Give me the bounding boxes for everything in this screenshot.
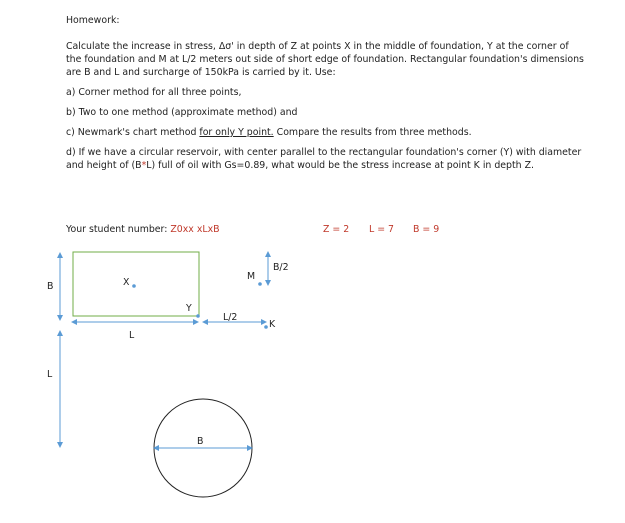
point-m-dot — [258, 282, 262, 286]
homework-title: Homework: — [66, 15, 120, 26]
label-m: M — [247, 271, 256, 282]
b-value: B = 9 — [413, 224, 440, 235]
point-x-dot — [132, 284, 136, 288]
item-d-star: * — [141, 160, 147, 171]
item-c-prefix: c) Newmark's chart method — [66, 127, 200, 138]
foundation-rectangle — [73, 252, 199, 316]
label-l-side: L — [47, 369, 53, 380]
point-y-dot — [196, 314, 200, 318]
item-d-mid: L) full of oil with Gs=0.89, what would be the stress increase at point K in depth Z. — [146, 160, 535, 171]
point-k-dot — [264, 325, 268, 329]
label-y: Y — [186, 303, 192, 314]
label-b-circle: B — [197, 436, 204, 447]
label-l-bottom: L — [129, 330, 135, 341]
student-label: Your student number: — [66, 224, 171, 235]
label-b2: B/2 — [273, 262, 289, 273]
z-value: Z = 2 — [323, 224, 350, 235]
item-d-prefix: d) If we have a circular reservoir, with center parallel to the rectangular foundation's corner (Y) with diameter and height of (B — [66, 147, 582, 171]
student-value: Z0xx xLxB — [170, 224, 220, 235]
label-x: X — [123, 277, 130, 288]
item-b: b) Two to one method (approximate method) and — [66, 107, 298, 118]
label-k: K — [269, 319, 276, 330]
label-l2: L/2 — [223, 312, 238, 323]
item-a: a) Corner method for all three points, — [66, 87, 242, 98]
l-value: L = 7 — [369, 224, 395, 235]
item-c-suffix: Compare the results from three methods. — [273, 127, 472, 138]
label-b-side: B — [47, 281, 54, 292]
item-c-underlined: for only Y point. — [199, 127, 274, 138]
intro-paragraph: Calculate the increase in stress, Δσ' in depth of Z at points X in the middle of foundation, Y at the corner of the foundation and M at L/2 meters out side of short edge of foundation. Rectangular foundation's dimensions are B and L and surcharge of 150kPa is carried by it. Use: — [66, 41, 584, 78]
